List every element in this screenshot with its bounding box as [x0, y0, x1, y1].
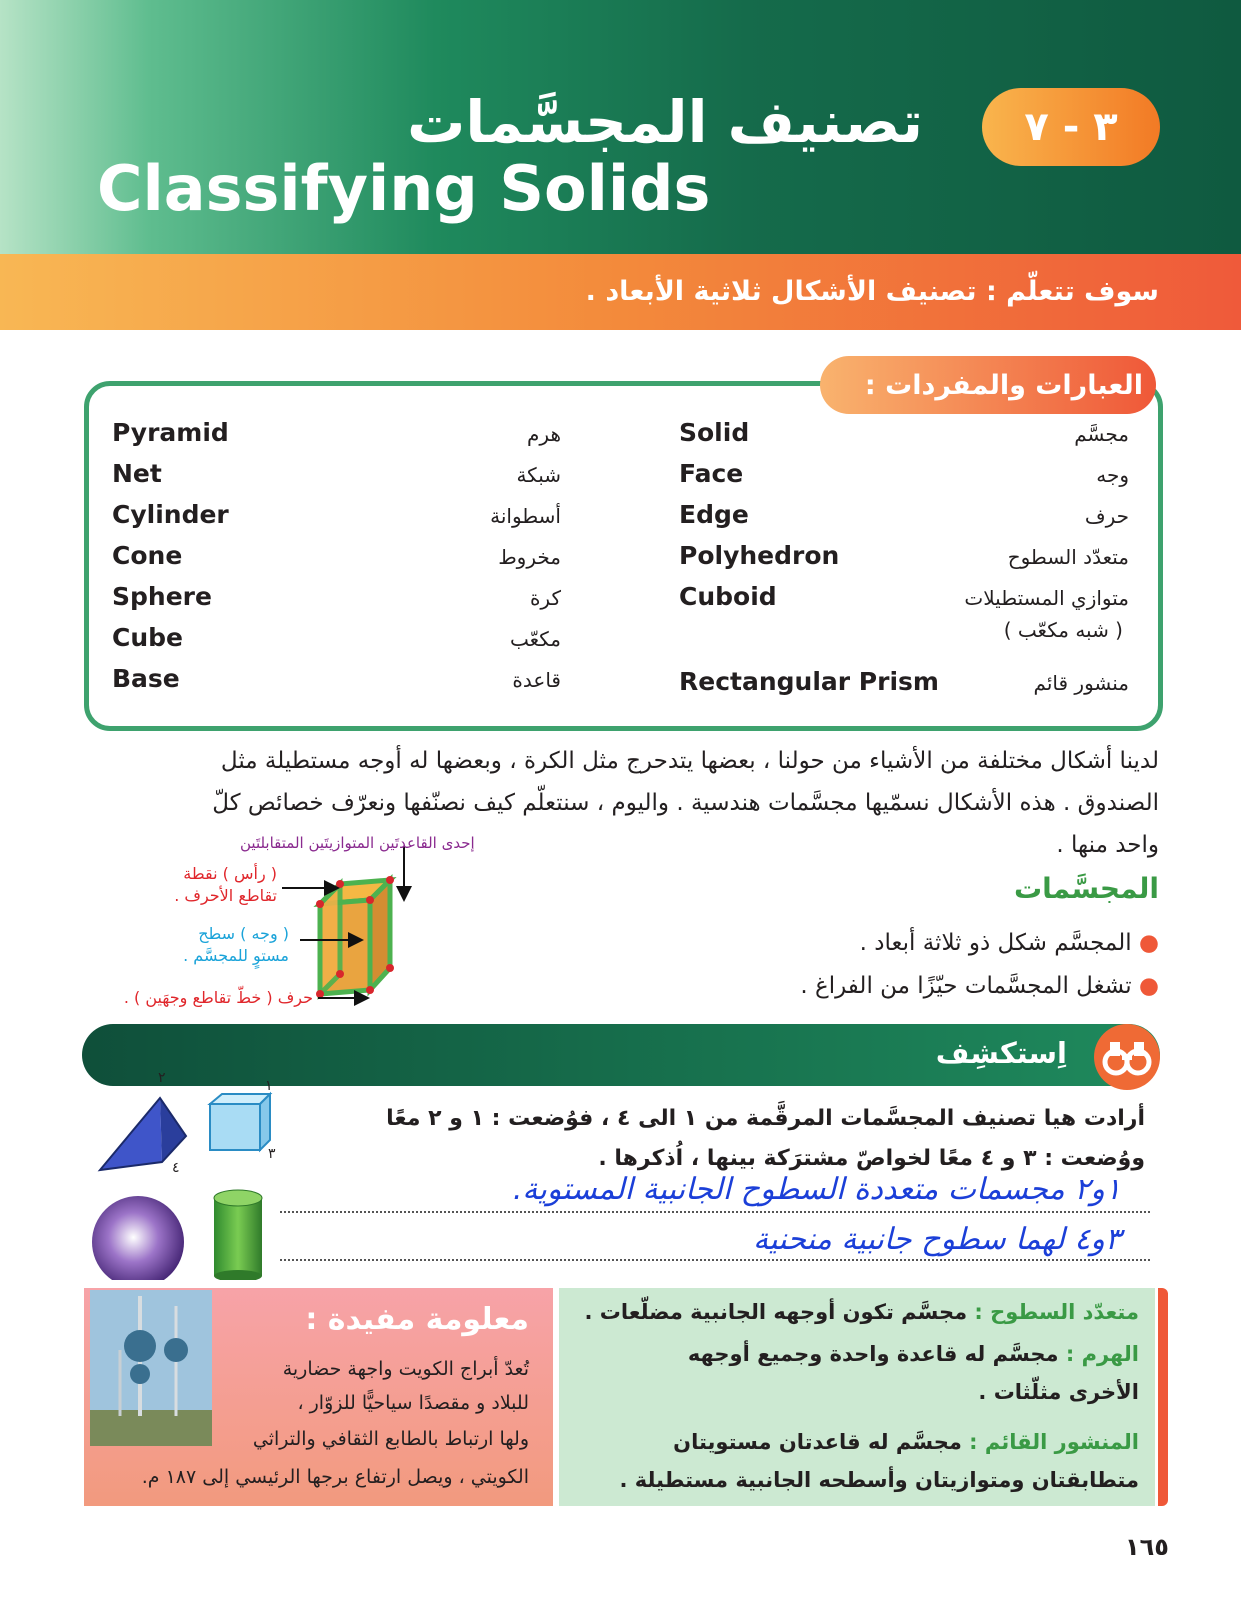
vocab-ar-cylinder: أسطوانة: [490, 504, 561, 528]
definition-pyramid: [688, 1342, 1139, 1366]
explore-shapes: [90, 1090, 290, 1280]
vocab-en-cone: Cone: [112, 541, 183, 570]
solids-bullet-2-text: تشغل المجسَّمات حيّزًا من الفراغ .: [800, 973, 1132, 999]
vocab-ar-cuboid-alt: ( شبه مكعّب ): [1003, 618, 1123, 642]
info-line-2: للبلاد و مقصدًا سياحيًّا للزوّار ،: [297, 1392, 529, 1414]
vocab-ar-solid: مجسَّم: [1074, 422, 1129, 446]
solids-heading: المجسَّمات: [1014, 872, 1159, 905]
solids-bullet-1: [860, 930, 1159, 956]
bullet-dot: ●: [1138, 930, 1159, 956]
intro-line-1: لدينا أشكال مختلفة من الأشياء من حولنا ، بعضها يتدحرج مثل الكرة ، وبعضها له أوجه مستطيلة مثل: [220, 748, 1159, 774]
cube-left-face: [320, 884, 340, 994]
vocab-ar-edge: حرف: [1084, 504, 1129, 528]
explore-title: اِستكشِف: [935, 1036, 1067, 1070]
bullet-dot: ●: [1138, 973, 1159, 999]
explore-question-line-2: ووُضعت : ٣ و ٤ معًا لخواصّ مشترَكة بينها ، اُذكرها .: [598, 1146, 1145, 1171]
cylinder-shape: [214, 1190, 262, 1280]
info-line-1: تُعدّ أبراج الكويت واجهة حضارية: [282, 1358, 529, 1380]
answer-line-2: [280, 1258, 1150, 1261]
vocab-en-cuboid: Cuboid: [679, 582, 777, 611]
solids-bullet-2: [800, 973, 1159, 999]
info-line-3: ولها ارتباط بالطابع الثقافي والتراثي: [252, 1428, 529, 1450]
glass-cube-shape: [210, 1094, 270, 1150]
vocab-ar-polyhedron: متعدّد السطوح: [1007, 545, 1129, 569]
definitions-strip: [1158, 1288, 1168, 1506]
vocab-ar-pyramid: هرم: [527, 422, 561, 446]
handwritten-answer-1: ١و٢ مجسمات متعددة السطوح الجانبية المستوية.: [512, 1172, 1121, 1207]
vocab-ar-face: وجه: [1096, 463, 1129, 487]
definition-prism-line-2: متطابقتان ومتوازيتان وأسطحه الجانبية مستطيلة .: [619, 1468, 1139, 1492]
vocabulary-title: العبارات والمفردات :: [864, 370, 1143, 401]
definition-pyramid-key: الهرم :: [1065, 1342, 1139, 1366]
shape-number-3: ٣: [268, 1146, 276, 1162]
definition-prism-text: مجسَّم له قاعدتان مستويتان: [673, 1430, 962, 1454]
vocab-en-net: Net: [112, 459, 162, 488]
objective-text: سوف تتعلّم : تصنيف الأشكال ثلاثية الأبعاد .: [585, 276, 1159, 307]
intro-line-3: واحد منها .: [1056, 832, 1159, 858]
useful-info-title: معلومة مفيدة :: [305, 1302, 529, 1337]
definition-pyramid-line-2: الأخرى مثلّثات .: [978, 1380, 1139, 1404]
shape-number-4: ٤: [172, 1160, 180, 1176]
shape-number-2: ٢: [158, 1070, 166, 1086]
vocab-ar-net: شبكة: [516, 463, 561, 487]
vocab-en-cylinder: Cylinder: [112, 500, 229, 529]
vocab-en-face: Face: [679, 459, 744, 488]
kuwait-towers-image: [90, 1290, 212, 1446]
solids-bullet-1-text: المجسَّم شكل ذو ثلاثة أبعاد .: [859, 930, 1132, 956]
cube-label-face-1: ( وجه ) سطح: [198, 924, 289, 943]
vocab-ar-base: قاعدة: [512, 668, 561, 692]
cube-label-edge: حرف ( خطّ تقاطع وجهَين ) .: [123, 988, 313, 1007]
cube-label-face-2: مستوٍ للمجسَّم .: [183, 946, 289, 965]
vocab-en-solid: Solid: [679, 418, 750, 447]
page-number: ١٦٥: [1125, 1533, 1169, 1561]
vocab-ar-rectangular-prism: منشور قائم: [1033, 671, 1129, 695]
vocab-ar-cone: مخروط: [498, 545, 561, 569]
binoculars-icon: [1094, 1024, 1160, 1090]
vocab-en-polyhedron: Polyhedron: [679, 541, 840, 570]
lesson-number-badge: ٣ - ٧: [982, 88, 1160, 166]
title-english: Classifying Solids: [97, 152, 711, 225]
vocab-ar-cuboid: متوازي المستطيلات: [964, 586, 1129, 610]
title-arabic: تصنيف المجسَّمات: [407, 88, 923, 156]
definition-polyhedron: [584, 1300, 1139, 1324]
cube-label-vertex-2: تقاطع الأحرف .: [174, 886, 277, 905]
vocab-en-cube: Cube: [112, 623, 183, 652]
definition-pyramid-text: مجسَّم له قاعدة واحدة وجميع أوجهه: [687, 1342, 1059, 1366]
cube-label-vertex-1: ( رأس ) نقطة: [183, 864, 277, 883]
vocab-en-pyramid: Pyramid: [112, 418, 229, 447]
definition-polyhedron-key: متعدّد السطوح :: [974, 1300, 1139, 1324]
vocab-ar-cube: مكعّب: [509, 627, 561, 651]
handwritten-answer-2: ٣و٤ لهما سطوح جانبية منحنية: [753, 1222, 1121, 1257]
shape-number-1: ١: [265, 1078, 273, 1094]
definition-prism-key: المنشور القائم :: [969, 1430, 1139, 1454]
vocab-ar-sphere: كرة: [529, 586, 561, 610]
vocab-en-edge: Edge: [679, 500, 749, 529]
definition-polyhedron-text: مجسَّم تكون أوجهه الجانبية مضلّعات .: [584, 1300, 968, 1324]
vocabulary-box: [84, 381, 1163, 731]
intro-line-2: الصندوق . هذه الأشكال نسمّيها مجسَّمات هندسية . واليوم ، سنتعلّم كيف نصنّفها ونعرّف خصائص كلّ: [212, 790, 1159, 816]
definition-prism: [673, 1430, 1139, 1454]
vocab-en-rectangular-prism: Rectangular Prism: [679, 667, 939, 696]
sphere-shape: [92, 1196, 184, 1280]
explore-question-line-1: أرادت هيا تصنيف المجسَّمات المرقَّمة من ١ الى ٤ ، فوُضعت : ١ و ٢ معًا: [386, 1106, 1145, 1131]
answer-line-1: [280, 1210, 1150, 1213]
info-line-4: الكويتي ، ويصل ارتفاع برجها الرئيسي إلى ١٨٧ م.: [141, 1466, 529, 1488]
cube-label-base: إحدى القاعدتَين المتوازيتَين المتقابلتَين: [240, 834, 475, 852]
vocab-en-base: Base: [112, 664, 180, 693]
vocab-en-sphere: Sphere: [112, 582, 212, 611]
cube-side-face: [370, 880, 390, 990]
